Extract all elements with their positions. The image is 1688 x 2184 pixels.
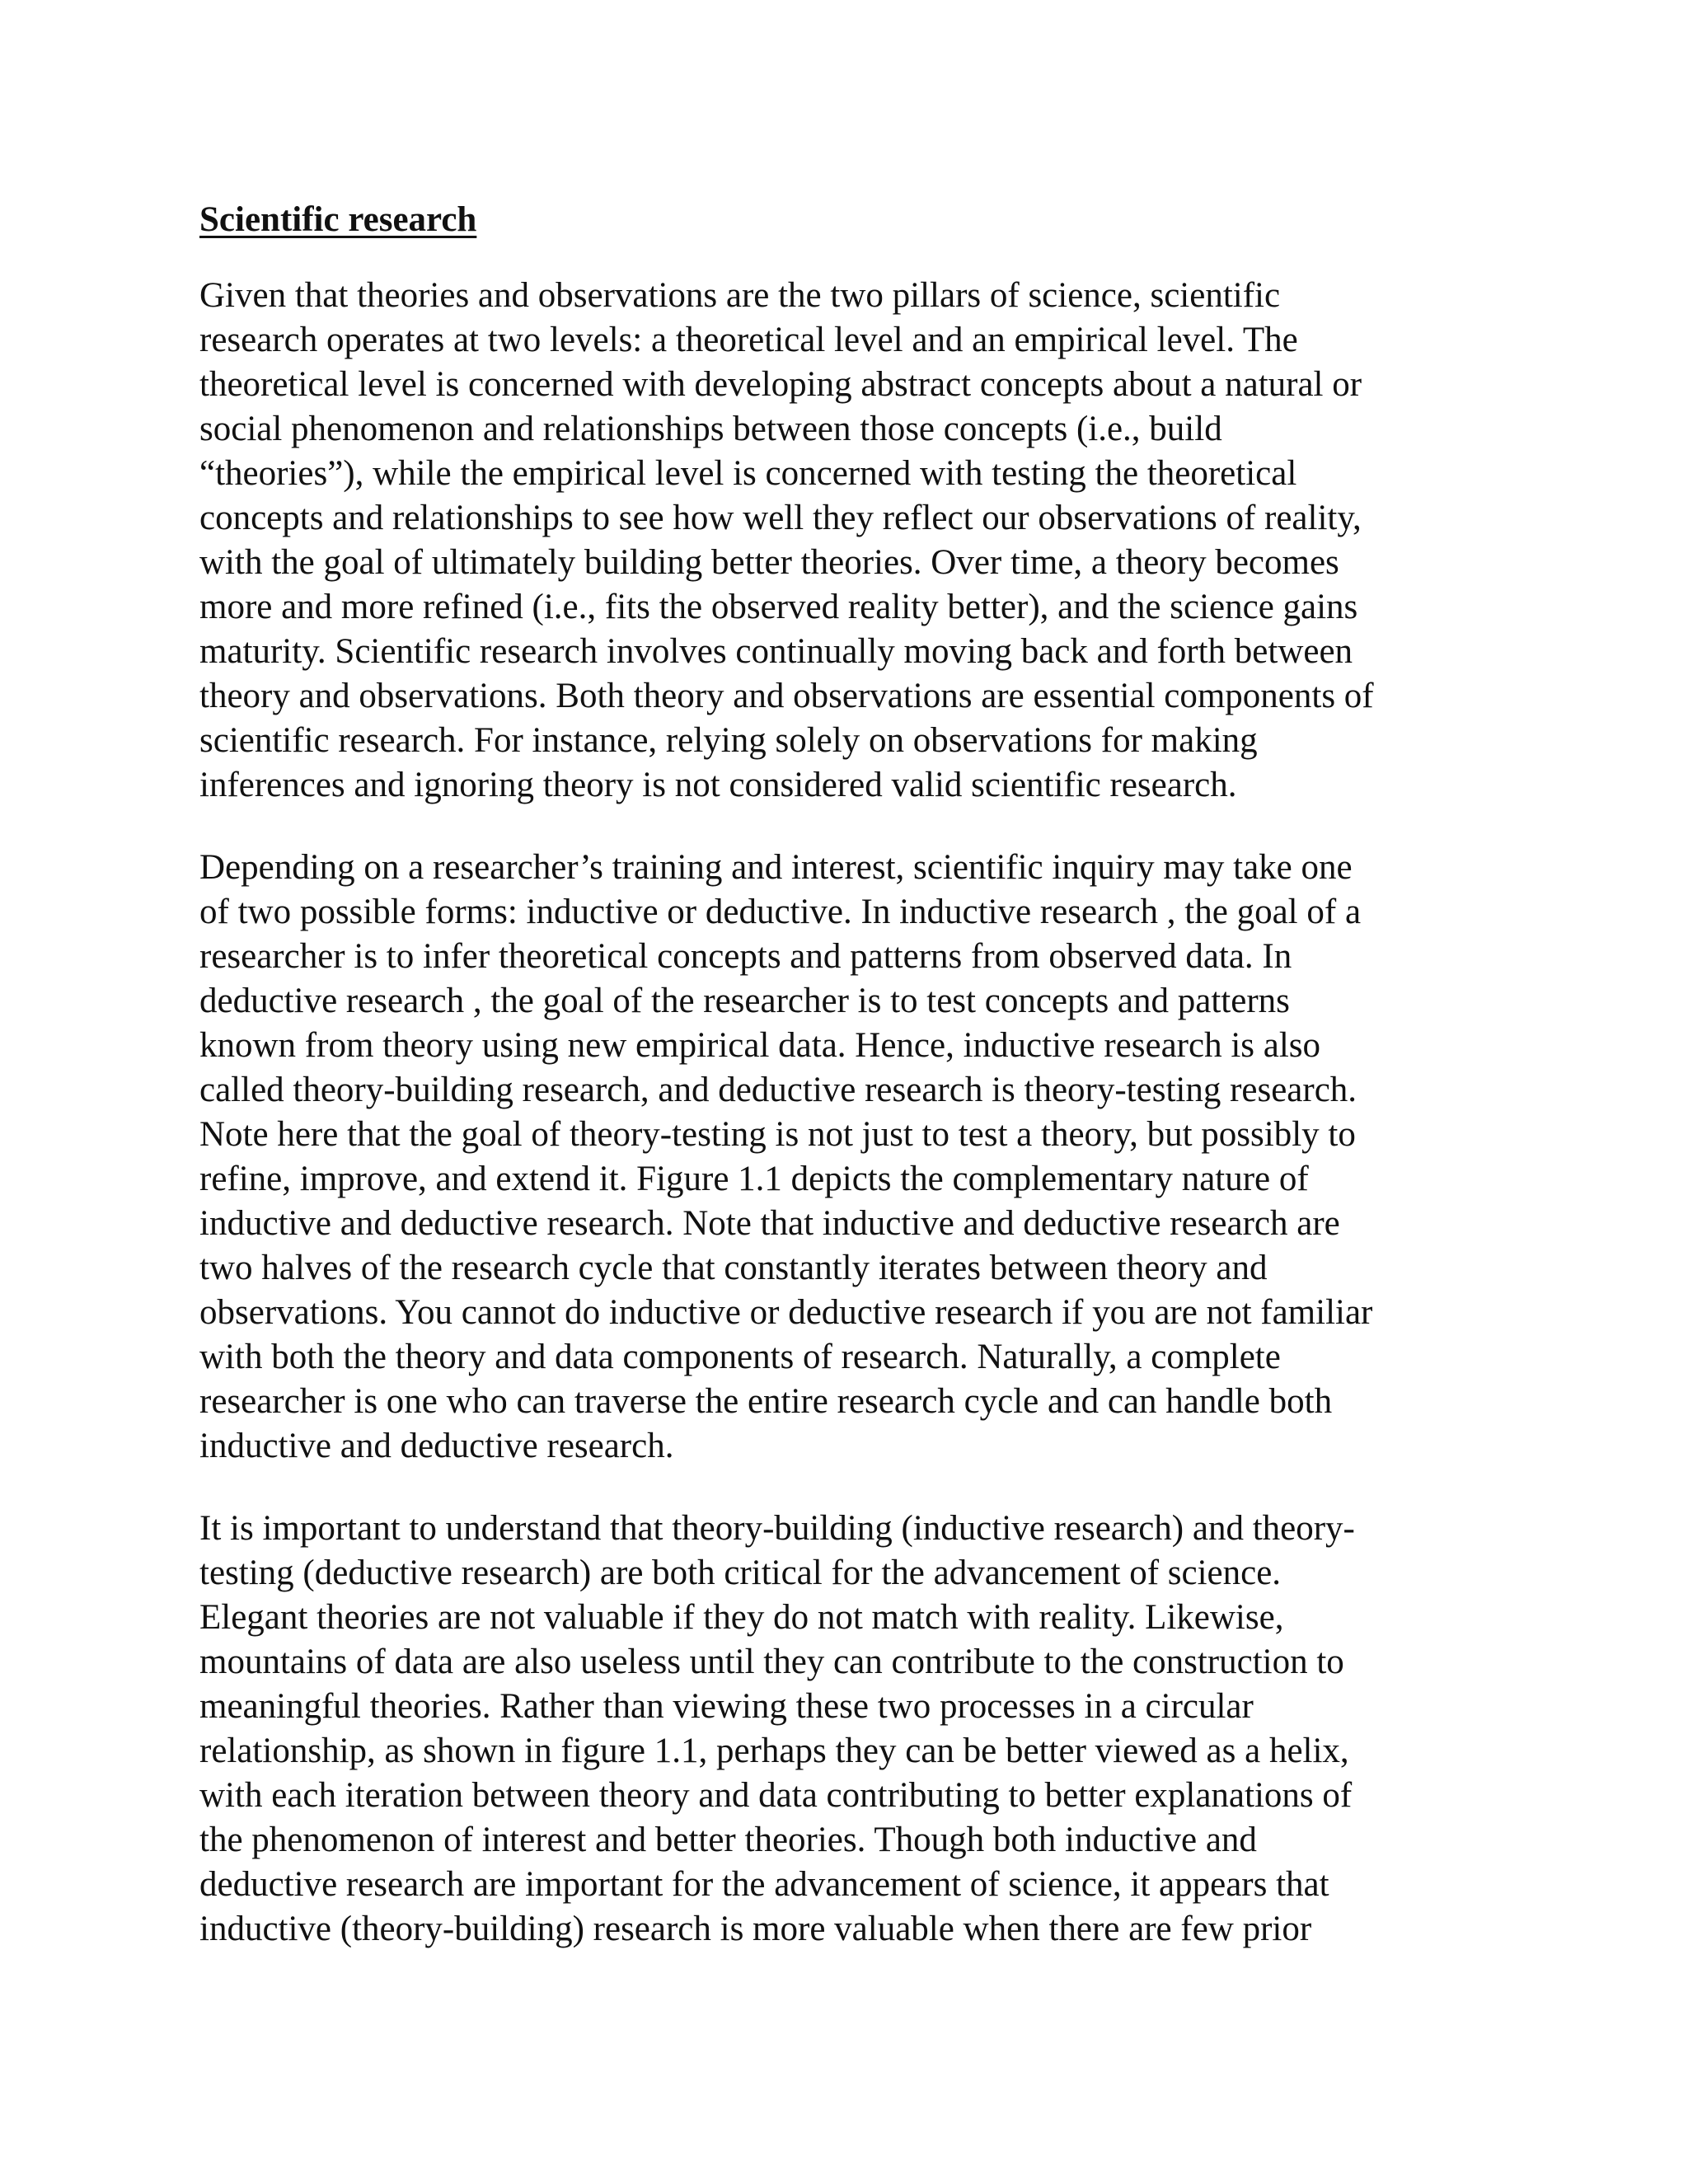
paragraph-3 xyxy=(199,1507,1502,1952)
text-line: more and more refined (i.e., fits the observed reality better), and the science gains xyxy=(199,588,1358,626)
text-line: known from theory using new empirical data. Hence, inductive research is also xyxy=(199,1026,1321,1065)
text-line: inductive and deductive research. Note that inductive and deductive research are xyxy=(199,1204,1340,1243)
text-line: Given that theories and observations are the two pillars of science, scientific xyxy=(199,276,1281,315)
text-line: deductive research , the goal of the researcher is to test concepts and patterns xyxy=(199,982,1290,1020)
text-line: inductive (theory-building) research is more valuable when there are few prior xyxy=(199,1910,1312,1948)
text-line: research operates at two levels: a theoretical level and an empirical level. The xyxy=(199,321,1298,359)
text-line: concepts and relationships to see how well they reflect our observations of reality, xyxy=(199,499,1362,537)
text-line: maturity. Scientific research involves continually moving back and forth between xyxy=(199,632,1353,671)
text-line: with both the theory and data components of research. Naturally, a complete xyxy=(199,1338,1281,1376)
text-line: Depending on a researcher’s training and interest, scientific inquiry may take one xyxy=(199,848,1353,887)
text-line: deductive research are important for the advancement of science, it appears that xyxy=(199,1865,1329,1904)
text-line: testing (deductive research) are both critical for the advancement of science. xyxy=(199,1554,1282,1592)
text-line: theory and observations. Both theory and observations are essential components of xyxy=(199,677,1374,715)
text-line: It is important to understand that theory-building (inductive research) and theory- xyxy=(199,1509,1355,1548)
text-line: researcher is one who can traverse the entire research cycle and can handle both xyxy=(199,1382,1333,1421)
text-line: of two possible forms: inductive or deductive. In inductive research , the goal of a xyxy=(199,893,1362,931)
text-line: scientific research. For instance, relying solely on observations for making xyxy=(199,721,1258,760)
document-body xyxy=(199,198,1502,1990)
text-line: “theories”), while the empirical level is concerned with testing the theoretical xyxy=(199,454,1297,493)
text-line: the phenomenon of interest and better theories. Though both inductive and xyxy=(199,1821,1257,1859)
paragraph-1 xyxy=(199,274,1502,808)
text-line: inductive and deductive research. xyxy=(199,1427,674,1465)
text-line: with each iteration between theory and data contributing to better explanations of xyxy=(199,1776,1353,1815)
text-line: mountains of data are also useless until they can contribute to the construction to xyxy=(199,1643,1344,1681)
text-line: Note here that the goal of theory-testing is not just to test a theory, but possibly to xyxy=(199,1115,1356,1154)
text-line: with the goal of ultimately building better theories. Over time, a theory becomes xyxy=(199,543,1339,582)
paragraph-container xyxy=(199,274,1502,1952)
text-line: observations. You cannot do inductive or deductive research if you are not familiar xyxy=(199,1293,1373,1332)
text-line: researcher is to infer theoretical concepts and patterns from observed data. In xyxy=(199,937,1292,976)
paragraph-2 xyxy=(199,846,1502,1469)
text-line: social phenomenon and relationships between those concepts (i.e., build xyxy=(199,410,1222,448)
section-heading: Scientific research xyxy=(199,200,477,239)
text-line: refine, improve, and extend it. Figure 1.1 depicts the complementary nature of xyxy=(199,1160,1309,1198)
text-line: inferences and ignoring theory is not considered valid scientific research. xyxy=(199,766,1237,804)
text-line: relationship, as shown in figure 1.1, perhaps they can be better viewed as a helix, xyxy=(199,1732,1349,1770)
text-line: called theory-building research, and deductive research is theory-testing research. xyxy=(199,1071,1357,1109)
text-line: meaningful theories. Rather than viewing these two processes in a circular xyxy=(199,1687,1254,1726)
text-line: two halves of the research cycle that constantly iterates between theory and xyxy=(199,1249,1268,1287)
text-line: theoretical level is concerned with developing abstract concepts about a natural or xyxy=(199,365,1362,404)
text-line: Elegant theories are not valuable if they do not match with reality. Likewise, xyxy=(199,1598,1284,1637)
